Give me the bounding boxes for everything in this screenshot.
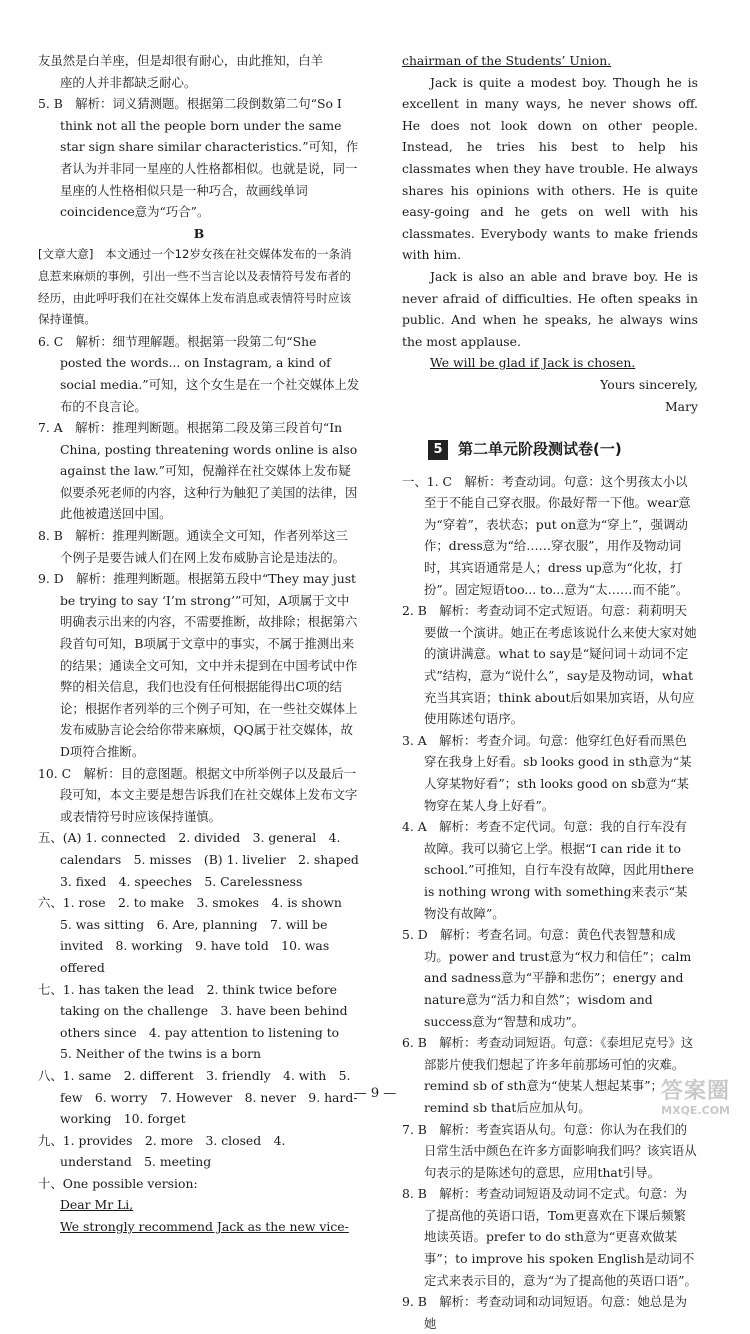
exam-answer-6: 6. B 解析：考查动词短语。句意：《泰坦尼克号》这部影片使我们想起了许多年前那场可怕的灾难。remind sb of sth意为“使某人想起某事”；remind sb that后应加从句。 [402,1035,694,1115]
section-number-badge: 5 [428,440,448,460]
letter-paragraph-1: Jack is quite a modest boy. Though he is excellent in many ways, he never shows off. He does not look down on other people. Instead, he tries his best to help his classmates when they have trouble. He always shares his opinions with others. He is quite easy-going and he gets on well with his classmates. Everybody wants to make friends with him. [402,74,698,263]
part-5-answers: 五、(A) 1. connected 2. divided 3. general 4. calendars 5. misses (B) 1. livelier 2. shaped 3. fixed 4. speeches 5. Carelessness [38,830,372,889]
exam-answer-5: 5. D 解析：考查名词。句意：黄色代表智慧和成功。power and trust意为“权力和信任”；calm and sadness意为“平静和悲伤”；energy and nature意为“活力和自然”；wisdom and success意为“智慧和成功”。 [402,927,692,1029]
section-title: 第二单元阶段测试卷(一) [458,440,622,459]
letter-closing-sentence: We will be glad if Jack is chosen. [430,355,636,371]
answer-8: 8. B 解析：推理判断题。通读全文可知，作者列举这三个例子是要告诫人们在网上发布威胁言论是违法的。 [38,528,348,565]
letter-paragraph-2: Jack is also an able and brave boy. He is never afraid of difficulties. He often speaks in public. And when he speaks, he always wins the most applause. [402,268,698,349]
exam-answer-9: 9. B 解析：考查动词和动词短语。句意：她总是为她 [402,1294,688,1331]
letter-closing: Yours sincerely, [600,376,698,392]
answer-line-cont-2: 座的人并非都缺乏耐心。 [60,74,197,90]
right-column [402,50,698,1334]
exam-answer-8: 8. B 解析：考查动词短语及动词不定式。句意：为了提高他的英语口语，Tom更喜欢在下课后频繁地读英语。prefer to do sth意为“更喜欢做某事”；to improve his spoken English是动词不定式来表示目的，意为“为了提高他的英语口语”。 [402,1186,697,1288]
answer-7: 7. A 解析：推理判断题。根据第二段及第三段首句“In China, posting threatening words online is also against the law.”可知，倪瀚祥在社交媒体上发布疑似要杀死老师的内容，这种行为触犯了美国的法律，因此他被遣送回中国。 [38,420,358,522]
part-9-answers: 九、1. provides 2. more 3. closed 4. understand 5. meeting [38,1132,286,1170]
page-number: — 9 — [353,1086,397,1101]
watermark-text-bottom: MXQE.COM [661,1104,730,1117]
exam-answer-7: 7. B 解析：考查宾语从句。句意：你认为在我们的日常生活中颜色在许多方面影响我们吗？该宾语从句表示的是陈述句的意思，应用that引导。 [402,1121,697,1180]
answer-6: 6. C 解析：细节理解题。根据第一段第二句“She posted the words... on Instagram, a kind of social media.”可知，这个女生是在一个社交媒体上发布的不良言论。 [38,333,360,414]
part-6-answers: 六、1. rose 2. to make 3. smokes 4. is shown 5. was sitting 6. Are, planning 7. will be invited 8. working 9. have told 10. was offered [38,895,355,975]
watermark-logo [600,1080,730,1116]
exam-answer-3: 3. A 解析：考查介词。句意：他穿红色好看而黑色穿在我身上好看。sb looks good in sth意为“某人穿某物好看”；sth looks good on sb意为“某物穿在某人身上好看”。 [402,732,692,813]
part-10-heading: 十、One possible version: [38,1175,198,1191]
letter-salutation: Dear Mr Li, [60,1197,134,1213]
answer-5: 5. B 解析：词义猜测题。根据第二段倒数第二句“So I think not all the people born under the same star sign share similar characteristics.”可知，作者认为并非同一星座的人性格都相似。也就是说，同一星座的人性格相似只是一种巧合，故画线单词coincidence意为“巧合”。 [38,96,359,220]
watermark-text-top: 答案圈 [660,1079,730,1104]
exam-answer-1: 一、1. C 解析：考查动词。句意：这个男孩太小以至于不能自己穿衣服。你最好帮一下他。wear意为“穿着”，表状态；put on意为“穿上”，强调动作；dress意为“给……穿衣服”，用作及物动词时，其宾语通常是人；dress up意为“化妆，打扮”。固定短语too... to...意为“太……而不能”。 [402,473,691,597]
answer-9: 9. D 解析：推理判断题。根据第五段中“They may just be trying to say ‘I’m strong’”可知，A项属于文中明确表示出来的内容，不需要推断，故排除；根据第六段首句可知，B项属于文章中的事实，不属于推测出来的结果；通读全文可知，文中并未提到在中国考试中作弊的相关信息，我们也没有任何根据能得出C项的结论；根据作者列举的三个例子可知，在一些社交媒体上发布威胁言论会给你带来麻烦，QQ属于社交媒体，故D项符合推断。 [38,571,358,759]
left-column [38,50,372,1238]
section-heading [428,439,698,461]
answer-line-cont-1: 友虽然是白羊座，但是却很有耐心，由此推知，白羊 [38,53,323,68]
letter-opening: We strongly recommend Jack as the new vice- [60,1219,349,1235]
section-b-heading: B [193,225,205,241]
part-8-answers: 八、1. same 2. different 3. friendly 4. with 5. few 6. worry 7. However 8. never 9. hard-working 10. forget [38,1067,358,1127]
exam-answer-4: 4. A 解析：考查不定代词。句意：我的自行车没有故障。我可以骑它上学。根据“I can ride it to school.”可推知，自行车没有故障，因此用there is nothing wrong with something来表示“某物没有故障”。 [402,819,694,921]
exam-answer-2: 2. B 解析：考查动词不定式短语。句意：莉莉明天要做一个演讲。她正在考虑该说什么来使大家对她的演讲满意。what to say是“疑问词＋动词不定式”结构，意为“说什么”，say是及物动词，what充当其宾语；think about后如果加宾语，从句应使用陈述句语序。 [402,603,697,727]
letter-signature: Mary [665,398,698,414]
letter-opening-cont: chairman of the Students’ Union. [402,53,612,68]
part-7-answers: 七、1. has taken the lead 2. think twice before taking on the challenge 3. have been behind others since 4. pay attention to listening to 5. Neither of the twins is a born [38,981,352,1062]
answer-10: 10. C 解析：目的意图题。根据文中所举例子以及最后一段可知，本文主要是想告诉我们在社交媒体上发布文字或表情符号时应该保持谨慎。 [38,765,358,824]
article-summary: [文章大意] 本文通过一个12岁女孩在社交媒体发布的一条消息惹来麻烦的事例，引出一些不当言论以及表情符号发布者的经历，由此呼吁我们在社交媒体上发布消息或表情符号时应该保持谨慎。 [38,247,352,327]
